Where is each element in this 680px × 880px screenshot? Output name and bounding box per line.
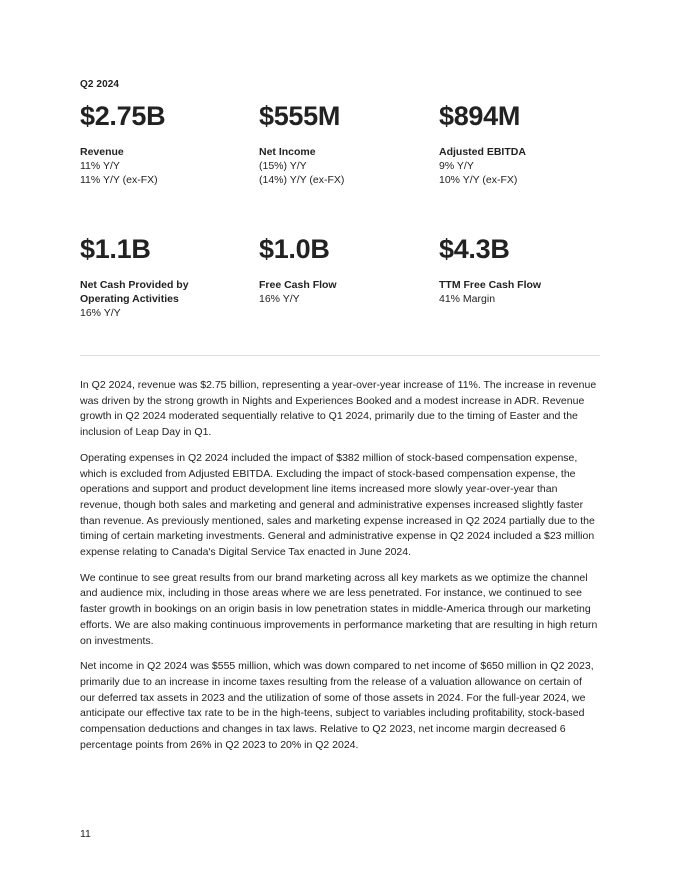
metric-value: $555M [259,101,341,131]
paragraph-marketing: We continue to see great results from our brand marketing across all key markets as we optimize the channel and audience mix, including in those areas where we are less penetrated. For instance, we continued to see faster growth in bookings on an origin basis in low penetration states in middle-America through our marketing efforts. We are also making continuous improvements in performance marketing that are resulting in high return on investments. [80,571,598,647]
paragraph-operating-expenses: Operating expenses in Q2 2024 included the impact of $382 million of stock-based compensation expense, which is excluded from Adjusted EBITDA. Excluding the impact of stock-based compensation expense, the operations and support and product development line items increased more slowly year-over-year than revenue, though both sales and marketing and general and administrative expenses increased slightly faster than revenue. As previously mentioned, sales and marketing expense increased in Q2 2024 partially due to the timing of certain marketing investments. General and administrative expense in Q2 2024 included a $23 million expense relating to Canada's Digital Service Tax enacted in June 2024. [80,451,595,559]
metric-value: $2.75B [80,101,166,131]
metric-sub: 11% Y/Y (ex-FX) [80,174,158,186]
section-divider [80,355,600,356]
metric-sub: 16% Y/Y [80,307,121,319]
metric-label: Net Income [259,146,316,158]
metric-sub: 10% Y/Y (ex-FX) [439,174,518,186]
metric-sub: (15%) Y/Y [259,160,307,172]
metric-net-income [259,101,429,187]
metric-operating-cash [80,234,210,320]
metric-adjusted-ebitda [439,101,609,187]
paragraph-revenue: In Q2 2024, revenue was $2.75 billion, representing a year-over-year increase of 11%. The increase in revenue was driven by the strong growth in Nights and Experiences Booked and a modest increase in ADR. Revenue growth in Q2 2024 moderated sequentially relative to Q1 2024, primarily due to the timing of Easter and the inclusion of Leap Day in Q1. [80,379,597,439]
metric-sub: 41% Margin [439,293,496,305]
metric-label: Free Cash Flow [259,279,337,291]
metric-value: $1.0B [259,234,330,264]
period-heading: Q2 2024 [80,79,120,90]
metric-sub: 9% Y/Y [439,160,474,172]
metric-free-cash-flow [259,234,429,306]
metric-label: Adjusted EBITDA [439,146,526,158]
metric-ttm-free-cash-flow [439,234,609,306]
metric-value: $894M [439,101,521,131]
metric-sub: 11% Y/Y [80,160,120,172]
metric-revenue [80,101,250,187]
metric-value: $4.3B [439,234,510,264]
metric-value: $1.1B [80,234,151,264]
commentary-body [80,378,600,763]
metric-label: TTM Free Cash Flow [439,279,542,291]
metric-sub: 16% Y/Y [259,293,300,305]
page-number: 11 [80,828,91,840]
metric-label: Revenue [80,146,124,158]
metric-label: Net Cash Provided by Operating Activities [80,279,189,305]
paragraph-net-income: Net income in Q2 2024 was $555 million, which was down compared to net income of $650 million in Q2 2023, primarily due to an increase in income taxes resulting from the release of a valuation allowance on certain of our deferred tax assets in 2023 and the utilization of some of those assets in 2024. For the full-year 2024, we anticipate our effective tax rate to be in the high-teens, subject to variables including profitability, stock-based compensation deductions and changes in tax laws. Relative to Q2 2023, net income margin decreased 6 percentage points from 26% in Q2 2023 to 20% in Q2 2024. [80,660,594,751]
metric-sub: (14%) Y/Y (ex-FX) [259,174,345,186]
